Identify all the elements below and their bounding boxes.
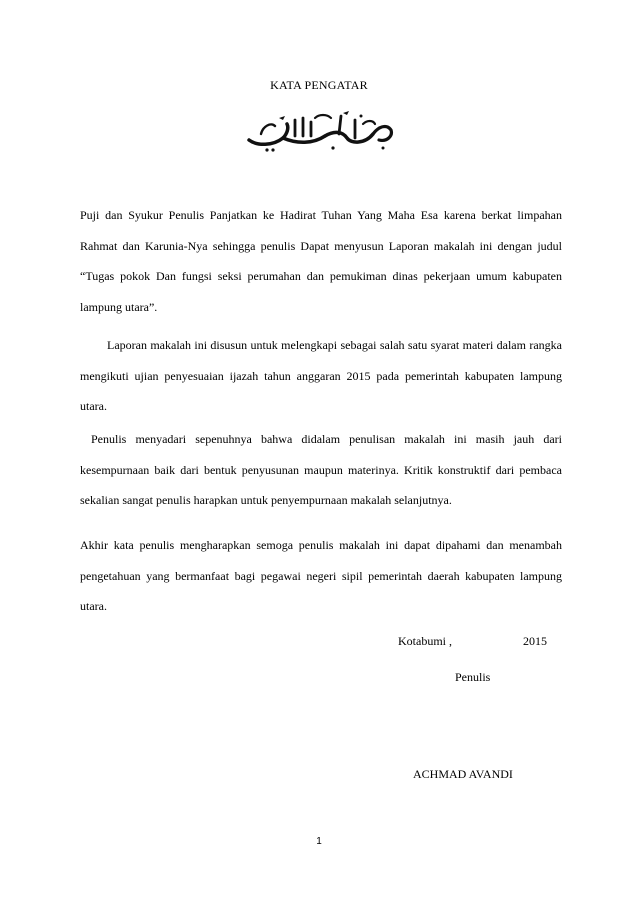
page-number: 1 (316, 836, 322, 847)
place-date (398, 634, 547, 649)
closing-place: Kotabumi , (398, 634, 452, 648)
writer-name: ACHMAD AVANDI (413, 767, 513, 781)
paragraph-2: Laporan makalah ini disusun untuk melengkapi sebagai salah satu syarat materi dalam rangka mengikuti ujian penyesuaian ijazah tahun anggaran 2015 pada pemerintah kabupaten lampung utara. (80, 338, 562, 413)
closing-year: 2015 (523, 634, 547, 648)
writer-label: Penulis (455, 670, 491, 684)
paragraph-1: Puji dan Syukur Penulis Panjatkan ke Hadirat Tuhan Yang Maha Esa karena berkat limpahan Rahmat dan Karunia-Nya sehingga penulis Dapat menyusun Laporan makalah ini dengan judul “Tugas pokok Dan fungsi seksi perumahan dan pemukiman dinas pekerjaan umum kabupaten lampung utara”. (80, 208, 562, 314)
paragraph-3: Penulis menyadari sepenuhnya bahwa didalam penulisan makalah ini masih jauh dari kesempurnaan baik dari bentuk penyusunan maupun materinya. Kritik konstruktif dari pembaca sekalian sangat penulis harapkan untuk penyempurnaan makalah selanjutnya. (80, 432, 562, 507)
bismillah-calligraphy-icon (243, 110, 395, 154)
document-title: KATA PENGATAR (270, 78, 368, 92)
paragraph-4: Akhir kata penulis mengharapkan semoga penulis makalah ini dapat dipahami dan menambah pengetahuan yang bermanfaat bagi pegawai negeri sipil pemerintah daerah kabupaten lampung utara. (80, 538, 562, 613)
